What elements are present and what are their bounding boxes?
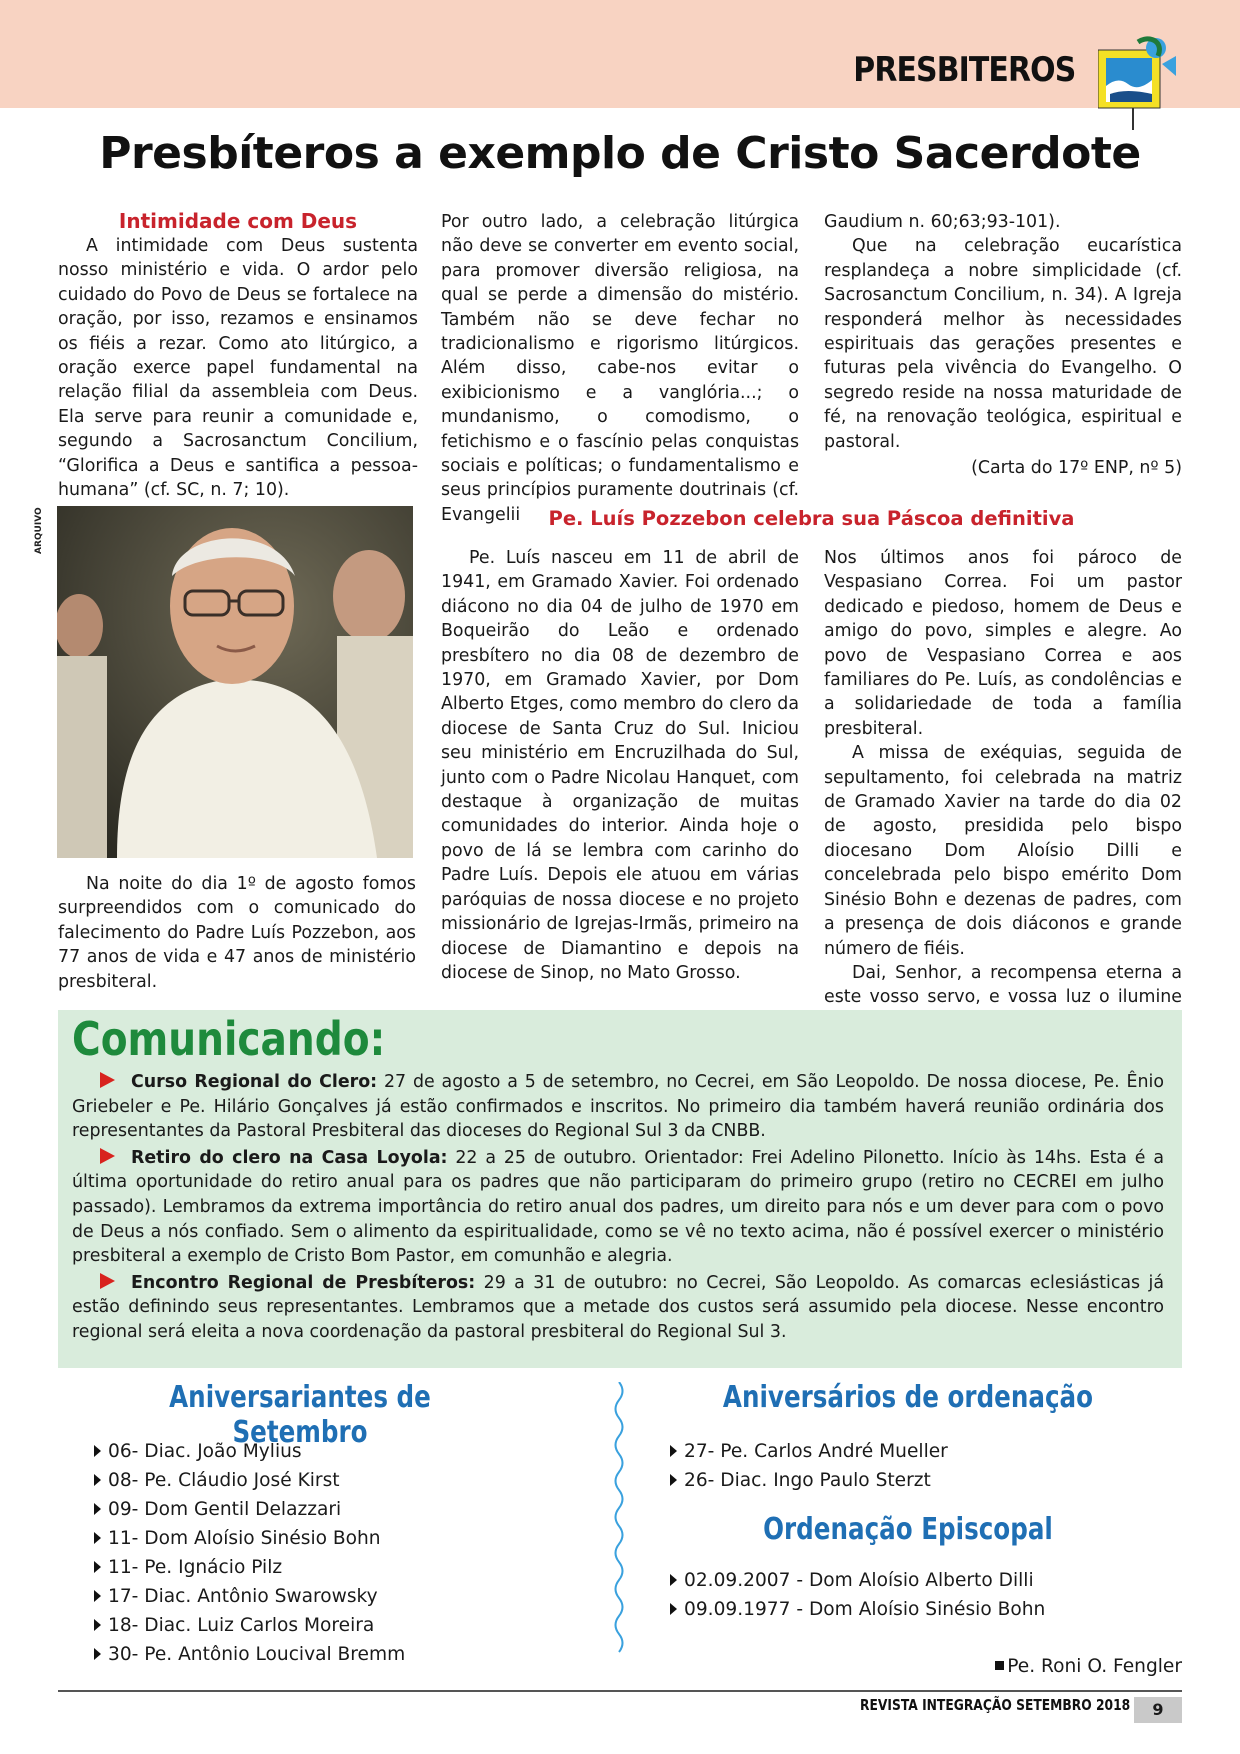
list-item-text: 11- Dom Aloísio Sinésio Bohn: [108, 1528, 381, 1549]
ordinations-list: [670, 1437, 1090, 1495]
list-item: [94, 1495, 514, 1524]
list-item-text: 09.09.1977 - Dom Aloísio Sinésio Bohn: [684, 1599, 1046, 1620]
article1-col3: [824, 210, 1182, 454]
ordinations-title: Aniversários de ordenação: [722, 1380, 1094, 1415]
article1-col1: [58, 234, 418, 502]
communique-item: [72, 1146, 1164, 1269]
presbiteros-logo-icon: [1098, 36, 1178, 132]
footer-publication: REVISTA INTEGRAÇÃO SETEMBRO 2018: [860, 1696, 1131, 1714]
article1-col2: [441, 210, 799, 527]
bullet-icon: [94, 1561, 101, 1573]
list-item: [670, 1566, 1090, 1595]
arrow-icon: [100, 1148, 115, 1164]
list-item-text: 17- Diac. Antônio Swarowsky: [108, 1586, 378, 1607]
communique-item-label: Retiro do clero na Casa Loyola:: [131, 1147, 448, 1168]
article2-col1-paragraph: Na noite do dia 1º de agosto fomos surpreendidos com o comunicado do falecimento do Padre Luís Pozzebon, aos 77 anos de vida e 47 anos de ministério presbiteral.: [58, 874, 416, 992]
bullet-icon: [94, 1648, 101, 1660]
list-item-text: 26- Diac. Ingo Paulo Sterzt: [684, 1470, 931, 1491]
list-item-text: 08- Pe. Cláudio José Kirst: [108, 1470, 340, 1491]
article2-col2: [441, 546, 799, 985]
page-title: Presbíteros a exemplo de Cristo Sacerdote: [99, 128, 1141, 179]
article1-source: (Carta do 17º ENP, nº 5): [971, 458, 1182, 478]
arrow-icon: [100, 1273, 115, 1289]
birthdays-list: [94, 1437, 514, 1669]
list-item-text: 18- Diac. Luiz Carlos Moreira: [108, 1615, 375, 1636]
footer-rule: [58, 1690, 1182, 1692]
list-item: [94, 1582, 514, 1611]
priest-photo: [57, 506, 413, 858]
communique-item: [72, 1070, 1164, 1144]
bullet-icon: [94, 1503, 101, 1515]
list-item: [94, 1553, 514, 1582]
list-item-text: 11- Pe. Ignácio Pilz: [108, 1557, 283, 1578]
bullet-icon: [94, 1619, 101, 1631]
list-item-text: 27- Pe. Carlos André Mueller: [684, 1441, 948, 1462]
article2-subtitle: Pe. Luís Pozzebon celebra sua Páscoa definitiva: [548, 507, 1075, 530]
article1-subtitle: Intimidade com Deus: [118, 209, 358, 233]
bullet-icon: [670, 1574, 677, 1586]
article2-col3: [824, 546, 1182, 1034]
arrow-icon: [100, 1072, 115, 1088]
list-item: [670, 1595, 1090, 1624]
article1-col2-paragraph: Por outro lado, a celebração litúrgica não deve se converter em evento social, para promover diversão religiosa, na qual se perde a dimensão do mistério. Também não se deve fechar no tradicionalismo e rigorismo litúrgicos. Além disso, cabe-nos evitar o exibicionismo e a vanglória...; o mundanismo, o comodismo, o fetichismo e o fascínio pelas conquistas sociais e políticas; o fundamentalismo e seus princípios puramente doutrinais (cf. Evangelii: [441, 212, 799, 525]
list-item: [94, 1466, 514, 1495]
list-item: [94, 1524, 514, 1553]
communique-item-label: Encontro Regional de Presbíteros:: [131, 1272, 476, 1293]
article1-col3-paragraph: Gaudium n. 60;63;93-101).: [824, 212, 1061, 232]
section-label: PRESBITEROS: [852, 50, 1075, 90]
list-item: [94, 1437, 514, 1466]
list-item: [670, 1437, 1090, 1466]
communique-text: [72, 1070, 1164, 1347]
article2-col2-paragraph: Pe. Luís nasceu em 11 de abril de 1941, em Gramado Xavier. Foi ordenado diácono no dia 04 de julho de 1970 em Boqueirão do Leão e ordenado presbítero no dia 08 de dezembro de 1970, em Gramado Xavier, por Dom Alberto Etges, como membro do clero da diocese de Santa Cruz do Sul. Iniciou seu ministério em Encruzilhada do Sul, junto com o Padre Nicolau Hanquet, com destaque à organização de muitas comunidades do interior. Ainda hoje o povo de lá se lembra com carinho do Padre Luís. Depois ele atuou em várias paróquias de nossa diocese e no projeto missionário de Igrejas-Irmãs, primeiro na diocese de Diamantino e depois na diocese de Sinop, no Mato Grosso.: [441, 548, 799, 983]
list-item: [94, 1640, 514, 1669]
bullet-icon: [94, 1474, 101, 1486]
article1-col1-paragraph: A intimidade com Deus sustenta nosso ministério e vida. O ardor pelo cuidado do Povo de Deus se fortalece na oração, por isso, rezamos e ensinamos os fiéis a rezar. Como ato litúrgico, a oração exerce papel fundamental na relação filial da assembleia com Deus. Ela serve para reunir a comunidade e, segundo a Sacrosanctum Concilium, “Glorifica a Deus e santifica a pessoa-humana” (cf. SC, n. 7; 10).: [58, 236, 418, 501]
article2-col1: [58, 872, 416, 994]
bullet-icon: [670, 1603, 677, 1615]
communique-item-label: Curso Regional do Clero:: [131, 1072, 378, 1092]
photo-credit: ARQUIVO: [34, 507, 44, 554]
article2-col3-paragraph: Dai, Senhor, a recompensa eterna a este vosso servo, e vossa luz o ilumine: [824, 962, 1182, 1008]
column-divider: [612, 1382, 626, 1660]
bullet-icon: [670, 1445, 677, 1457]
bullet-icon: [94, 1445, 101, 1457]
list-item: [94, 1611, 514, 1640]
bullet-icon: [670, 1474, 677, 1486]
page-number: 9: [1134, 1697, 1182, 1723]
episcopal-list: [670, 1566, 1090, 1624]
communique-item-text: 29 a 31 de outubro: no Cecrei, São Leopoldo. As comarcas eclesiásticas já estão definindo seus representantes. Lembramos que a metade dos custos será assumido pela diocese. Nesse encontro regional será eleita a nova coordenação da pastoral presbiteral do Regional Sul 3.: [72, 1272, 1165, 1342]
birthdays-title: Aniversariantes de Setembro: [169, 1380, 431, 1450]
communique-item-text: 27 de agosto a 5 de setembro, no Cecrei, em São Leopoldo. De nossa diocese, Pe. Ênio Griebeler e Pe. Hilário Gonçalves já estão confirmados e inscritos. No primeiro dia também haverá reunião ordinária dos representantes da Pastoral Presbiteral das dioceses do Regional Sul 3 da CNBB.: [72, 1072, 1164, 1142]
list-item-text: 06- Diac. João Mylius: [108, 1441, 302, 1462]
list-item: [670, 1466, 1090, 1495]
bullet-icon: [94, 1590, 101, 1602]
episcopal-title: Ordenação Episcopal: [763, 1512, 1053, 1547]
communique-item-text: 22 a 25 de outubro. Orientador: Frei Adelino Pilonetto. Início às 14hs. Esta é a última oportunidade do retiro anual para os padres que não participaram do primeiro grupo (retiro no CECREI em julho passado). Lembramos da extrema importância do retiro anual dos padres, um direito para nós e um dever para com o povo de Deus a nós confiado. Sem o alimento da espiritualidade, como se vê no texto acima, não é possível exercer o ministério presbiteral a exemplo de Cristo Bom Pastor, em comunhão e alegria.: [72, 1147, 1164, 1267]
list-item-text: 09- Dom Gentil Delazzari: [108, 1499, 342, 1520]
signature: [995, 1656, 1182, 1677]
communique-item: [72, 1271, 1164, 1345]
list-item-text: 30- Pe. Antônio Loucival Bremm: [108, 1644, 406, 1665]
article2-col3-paragraph: A missa de exéquias, seguida de sepultamento, foi celebrada na matriz de Gramado Xavier na tarde do dia 02 de agosto, presidida pelo bispo diocesano Dom Aloísio Dilli e concelebrada pelo bispo emérito Dom Sinésio Bohn e dezenas de padres, com a presença de dois diáconos e grande número de fiéis.: [824, 743, 1182, 959]
square-bullet-icon: [995, 1661, 1004, 1670]
signature-text: Pe. Roni O. Fengler: [1007, 1656, 1182, 1677]
bullet-icon: [94, 1532, 101, 1544]
article1-col3-paragraph: Que na celebração eucarística resplandeça a nobre simplicidade (cf. Sacrosanctum Concilium, n. 34). A Igreja responderá melhor às necessidades espirituais das gerações presentes e futuras pela vivência do Evangelho. O segredo reside na nossa maturidade de fé, na renovação teológica, espiritual e pastoral.: [824, 236, 1182, 452]
communique-title: Comunicando:: [72, 1012, 386, 1066]
article2-col3-paragraph: Nos últimos anos foi pároco de Vespasiano Correa. Foi um pastor dedicado e piedoso, homem de Deus e amigo do povo, simples e alegre. Ao povo de Vespasiano Correa e aos familiares do Pe. Luís, as condolências e a solidariedade de toda a família presbiteral.: [824, 548, 1182, 739]
list-item-text: 02.09.2007 - Dom Aloísio Alberto Dilli: [684, 1570, 1034, 1591]
